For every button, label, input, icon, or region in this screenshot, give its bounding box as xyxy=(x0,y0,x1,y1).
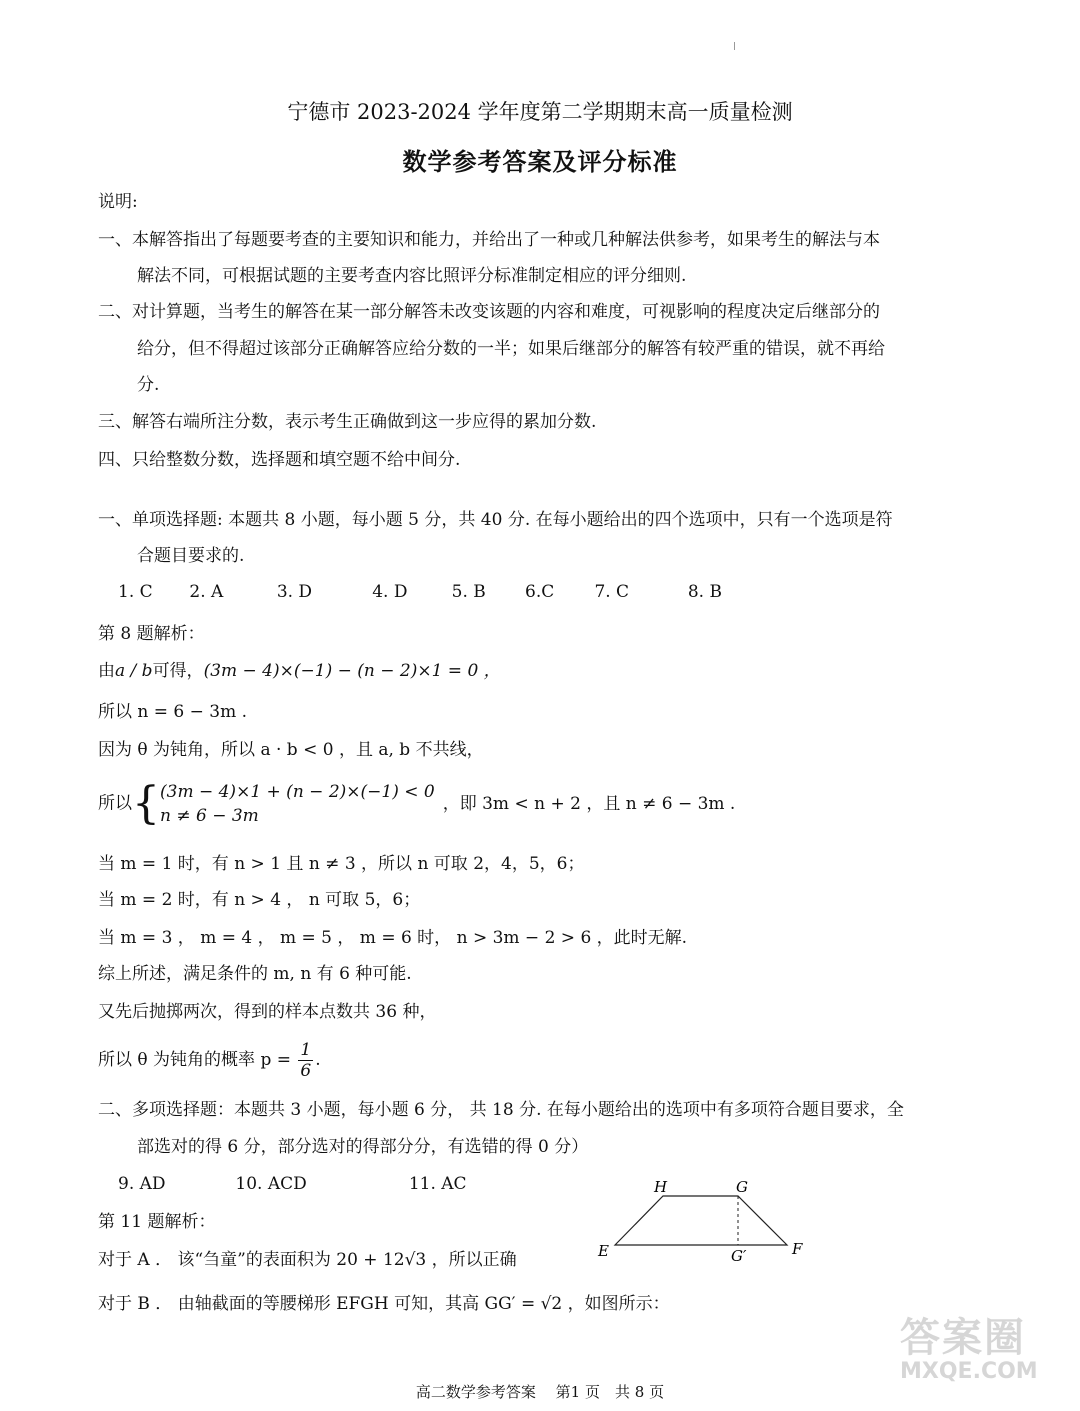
q8-system xyxy=(160,780,435,828)
answer-9: 9. AD xyxy=(118,1174,166,1194)
q8-l10-pre: 所以 θ 为钝角的概率 p = xyxy=(98,1050,291,1070)
fraction-numerator: 1 xyxy=(300,1040,312,1060)
section1-answers xyxy=(118,582,748,602)
trapezoid-efgh xyxy=(615,1196,787,1245)
q8-system-row-1: (3m − 4)×1 + (n − 2)×(−1) < 0 xyxy=(160,782,435,802)
label-g-prime: G′ xyxy=(731,1247,747,1265)
watermark-logo xyxy=(900,1306,1060,1396)
q8-l1-pre: 由 xyxy=(98,661,115,681)
fraction-denominator: 6 xyxy=(300,1061,312,1081)
answer-3: 3. D xyxy=(276,582,313,602)
notes-label: 说明: xyxy=(98,192,138,212)
q8-line-3: 因为 θ 为钝角，所以 a · b < 0 ，且 a, b 不共线， xyxy=(98,740,484,760)
q8-line-6: 当 m = 2 时，有 n > 4 ， n 可取 5，6； xyxy=(98,890,421,910)
note-3: 三、解答右端所注分数，表示考生正确做到这一步应得的累加分数. xyxy=(98,412,597,432)
q8-line-7: 当 m = 3 ， m = 4 ， m = 5 ， m = 6 时， n > 3m − 2 > 6 ，此时无解. xyxy=(98,928,688,948)
probability-fraction xyxy=(298,1040,313,1081)
note-2-line-2: 给分，但不得超过该部分正确解答应给分数的一半；如果后继部分的解答有较严重的错误，就不再给 xyxy=(137,339,885,359)
q11-line-a: 对于 A ． 该“刍童”的表面积为 20 + 12√3 ，所以正确 xyxy=(98,1250,517,1270)
section1-heading-line-1: 一、单项选择题: 本题共 8 小题，每小题 5 分，共 40 分. 在每小题给出的四个选项中，只有一个选项是符 xyxy=(98,510,893,530)
q8-l1-vector: a / b xyxy=(115,661,153,681)
label-h: H xyxy=(654,1178,668,1196)
label-f: F xyxy=(792,1240,803,1258)
section2-heading-line-2: 部选对的得 6 分，部分选对的得部分分，有选错的得 0 分） xyxy=(137,1137,589,1157)
trapezoid-figure xyxy=(590,1172,820,1272)
page-title: 宁德市 2023-2024 学年度第二学期期末高一质量检测 xyxy=(287,100,793,124)
page-subtitle: 数学参考答案及评分标准 xyxy=(402,147,678,176)
watermark-line-2: MXQE.COM xyxy=(900,1359,1038,1384)
label-g: G xyxy=(736,1178,748,1196)
watermark-line-1: 答案圈 xyxy=(900,1315,1026,1361)
system-brace: { xyxy=(132,778,160,829)
q8-l4-pre: 所以 xyxy=(98,793,132,814)
q8-l1-mid: 可得， xyxy=(152,661,204,681)
q8-label: 第 8 题解析： xyxy=(98,624,205,644)
section2-heading-line-1: 二、多项选择题：本题共 3 小题，每小题 6 分， 共 18 分. 在每小题给出的选项中有多项符合题目要求，全 xyxy=(98,1100,904,1120)
q8-line-4 xyxy=(98,780,735,828)
note-1-line-1: 一、本解答指出了每题要考查的主要知识和能力，并给出了一种或几种解法供参考，如果考生的解法与本 xyxy=(98,230,880,250)
q8-line-9: 又先后抛掷两次，得到的样本点数共 36 种， xyxy=(98,1002,437,1022)
answer-7: 7. C xyxy=(594,582,630,602)
note-2-line-1: 二、对计算题，当考生的解答在某一部分解答未改变该题的内容和难度，可视影响的程度决定后继部分的 xyxy=(98,302,880,322)
section1-heading-line-2: 合题目要求的. xyxy=(137,546,245,566)
q8-system-row-2: n ≠ 6 − 3m xyxy=(160,806,259,826)
answer-4: 4. D xyxy=(372,582,408,602)
note-2-line-3: 分. xyxy=(137,375,160,395)
note-4: 四、只给整数分数，选择题和填空题不给中间分. xyxy=(98,450,461,470)
q8-l10-post: . xyxy=(315,1050,321,1070)
answer-5: 5. B xyxy=(451,582,486,602)
q8-line-1 xyxy=(98,659,501,683)
q8-line-8: 综上所述，满足条件的 m, n 有 6 种可能. xyxy=(98,964,412,984)
section2-answers xyxy=(118,1174,489,1194)
q11-line-b: 对于 B ． 由轴截面的等腰梯形 EFGH 可知，其高 GG′ = √2 ，如图所示： xyxy=(98,1294,670,1314)
q11-label: 第 11 题解析： xyxy=(98,1212,216,1232)
answer-1: 1. C xyxy=(118,582,153,602)
answer-8: 8. B xyxy=(687,582,722,602)
answer-2: 2. A xyxy=(189,582,224,602)
q8-l4-post: ，即 3m < n + 2 ，且 n ≠ 6 − 3m . xyxy=(442,793,736,814)
answer-11: 11. AC xyxy=(408,1174,467,1194)
answer-6: 6.C xyxy=(525,582,555,602)
scan-mark xyxy=(734,42,735,50)
q8-line-5: 当 m = 1 时，有 n > 1 且 n ≠ 3 ，所以 n 可取 2，4，5，6； xyxy=(98,854,585,874)
answer-10: 10. ACD xyxy=(235,1174,307,1194)
label-e: E xyxy=(598,1242,609,1260)
q8-line-10 xyxy=(98,1040,321,1081)
note-1-line-2: 解法不同，可根据试题的主要考查内容比照评分标准制定相应的评分细则. xyxy=(137,266,687,286)
q8-line-2: 所以 n = 6 − 3m . xyxy=(98,702,248,722)
page-footer: 高二数学参考答案 第1 页 共 8 页 xyxy=(415,1383,665,1401)
q8-l1-equation: (3m − 4)×(−1) − (n − 2)×1 = 0 ， xyxy=(203,661,501,681)
